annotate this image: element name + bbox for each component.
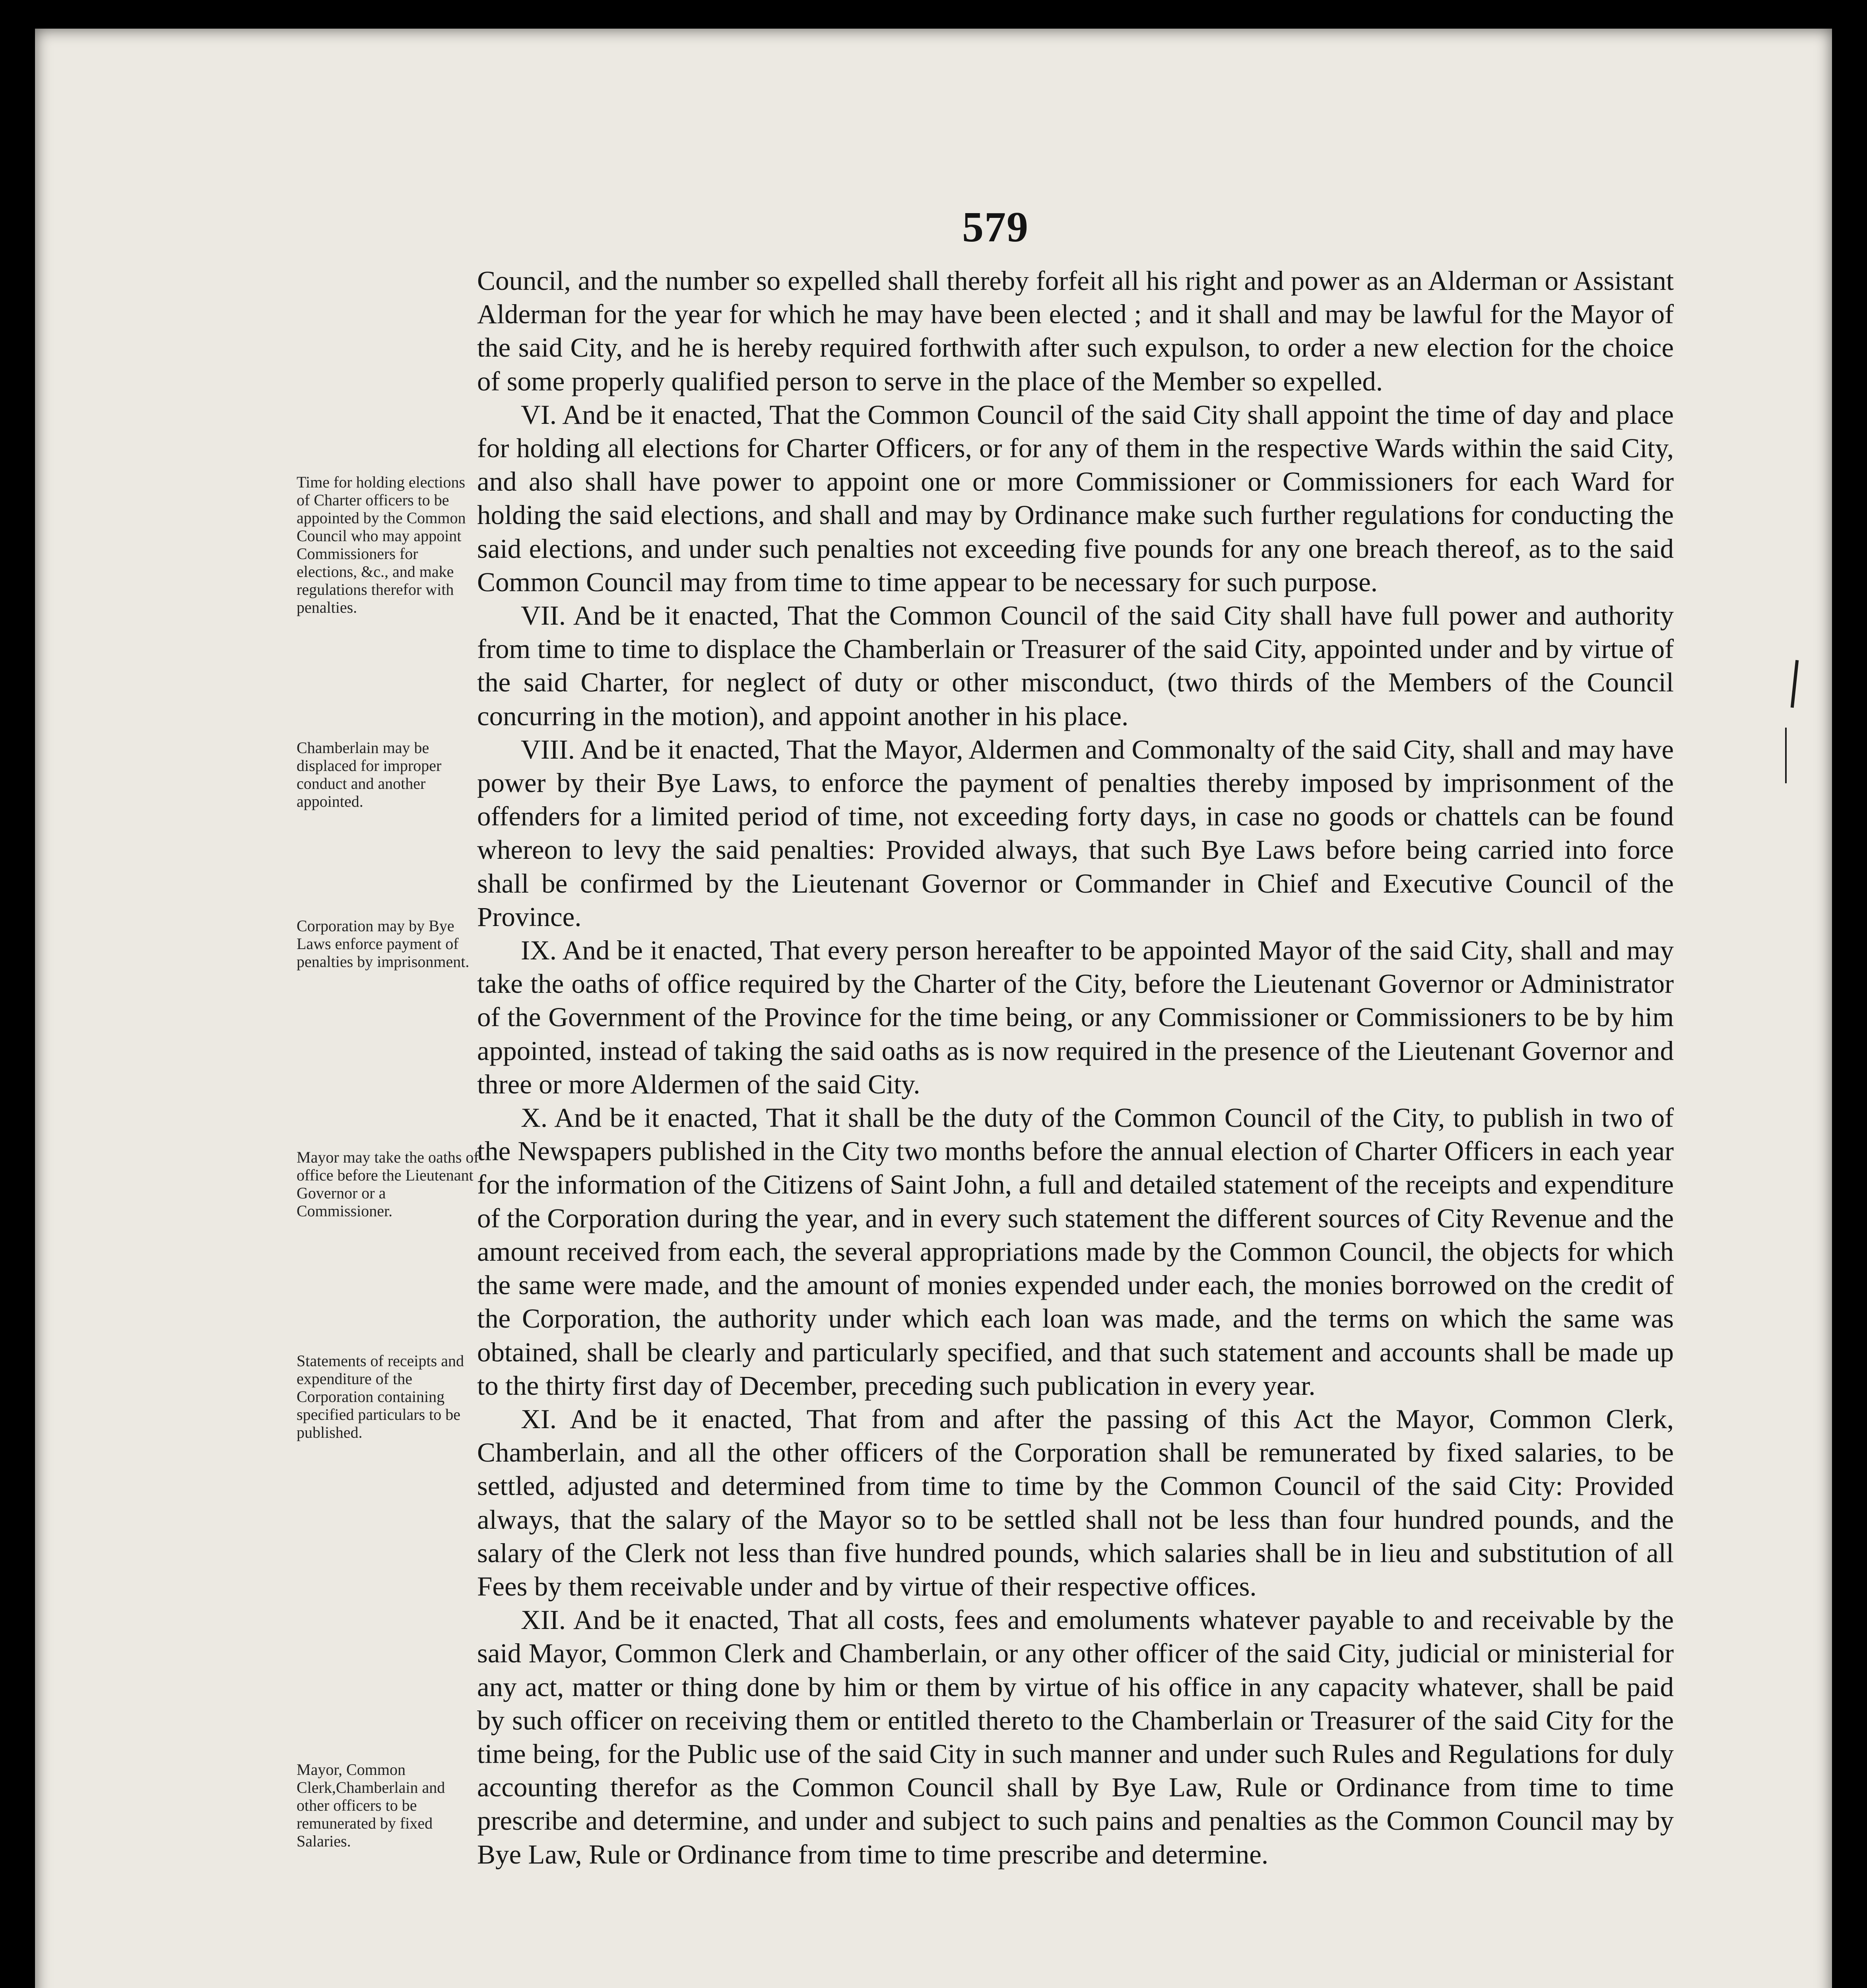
section-xi: XI. And be it enacted, That from and after the passing of this Act the Mayor, Common Clerk, Chamberlain, and all the other officers of the Corporation shall be remunerated by fixed salaries, to be settled, adjusted and determined from time to time by the Common Council of the said City: Provided always, that the salary of the Mayor so to be settled shall not be less than four hundred pounds, and the salary of the Clerk not less than five hundred pounds, which salaries shall be in lieu and substitution of all Fees by them receivable under and by virtue of their respective offices. xyxy=(477,1404,1674,1602)
section-ix: IX. And be it enacted, That every person hereafter to be appointed Mayor of the said City, shall and may take the oaths of office required by the Charter of the City, before the Lieutenant Governor or Administrator of the Government of the Province for the time being, or any Commissioner or Commissioners to be by him appointed, instead of taking the said oaths as is now required in the presence of the Lieutenant Governor and three or more Aldermen of the said City. xyxy=(477,935,1674,1099)
margin-note-section-vii: Chamberlain may be displaced for improper conduct and another appointed. xyxy=(297,739,442,810)
section-xii: XII. And be it enacted, That all costs, fees and emoluments whatever payable to and receivable by the said Mayor, Common Clerk and Chamberlain, or any other officer of the said City, judicial or ministerial for any act, matter or thing done by him or them by virtue of his office in any capacity whatever, shall be paid by such officer on receiving them or entitled thereto to the Chamberlain or Treasurer of the said City for the time being, for the Public use of the said City in such manner and under such Rules and Regulations for duly accounting therefor as the Common Council shall by Bye Law, Rule or Ordinance from time to time prescribe and determine, and under and subject to such pains and penalties as the Common Council may by Bye Law, Rule or Ordinance from time to time prescribe and determine. xyxy=(477,1605,1674,1870)
body-text xyxy=(477,264,1674,1871)
section-x: X. And be it enacted, That it shall be the duty of the Common Council of the City, to publish in two of the Newspapers published in the City two months before the annual election of Charter Officers in each year for the information of the Citizens of Saint John, a full and detailed statement of the receipts and expenditure of the Corporation during the year, and in every such statement the different sources of City Revenue and the amount received from each, the several appropriations made by the Common Council, the objects for which the same were made, and the amount of monies expended under each, the monies borrowed on the credit of the Corporation, the authority under which each loan was made, and the terms on which the same was obtained, shall be clearly and particularly specified, and that such statement and accounts shall be made up to the thirty first day of December, preceding such publication in every year. xyxy=(477,1103,1674,1401)
section-viii: VIII. And be it enacted, That the Mayor, Aldermen and Commonalty of the said City, shall and may have power by their Bye Laws, to enforce the payment of penalties thereby imposed by imprisonment of the offenders for a limited period of time, not exceeding forty days, in case no goods or chattels can be found whereon to levy the said penalties: Provided always, that such Bye Laws before being carried into force shall be confirmed by the Lieutenant Governor or Commander in Chief and Executive Council of the Province. xyxy=(477,734,1674,932)
intro-paragraph: Council, and the number so expelled shall thereby forfeit all his right and power as an Alderman or Assistant Alderman for the year for which he may have been elected ; and it shall and may be lawful for the Mayor of the said City, and he is hereby required forthwith after such expulson, to order a new election for the choice of some properly qualified person to serve in the place of the Member so expelled. xyxy=(477,266,1674,396)
margin-note-section-viii: Corporation may by Bye Laws enforce payment of penalties by imprisonment. xyxy=(297,917,470,971)
section-vi: VI. And be it enacted, That the Common Council of the said City shall appoint the time of day and place for holding all elections for Charter Officers, or for any of them in the respective Wards within the said City, and also shall have power to appoint one or more Commissioner or Commissioners for each Ward for holding the said elections, and shall and may by Ordinance make such further regulations for conducting the said elections, and under such penalties not exceeding five pounds for any one breach thereof, as to the said Common Council may from time to time appear to be necessary for such purpose. xyxy=(477,399,1674,597)
margin-note-section-ix: Mayor may take the oaths of office before the Lieutenant Governor or a Commissioner. xyxy=(297,1148,479,1220)
margin-mark xyxy=(1785,728,1787,783)
margin-note-section-vi: Time for holding elections of Charter officers to be appointed by the Common Council who may appoint Commissioners for elections, &c., and make regulations therefor with penalties. xyxy=(297,473,466,616)
margin-note-section-x: Statements of receipts and expenditure of the Corporation containing specified particulars to be published. xyxy=(297,1352,464,1441)
page-number: 579 xyxy=(962,204,1029,251)
margin-note-section-xi: Mayor, Common Clerk,Chamberlain and other officers to be remunerated by fixed Salaries. xyxy=(297,1761,445,1850)
section-vii: VII. And be it enacted, That the Common Council of the said City shall have full power and authority from time to time to displace the Chamberlain or Treasurer of the said City, appointed under and by virtue of the said Charter, for neglect of duty or other misconduct, (two thirds of the Members of the Council concurring in the motion), and appoint another in his place. xyxy=(477,600,1674,731)
